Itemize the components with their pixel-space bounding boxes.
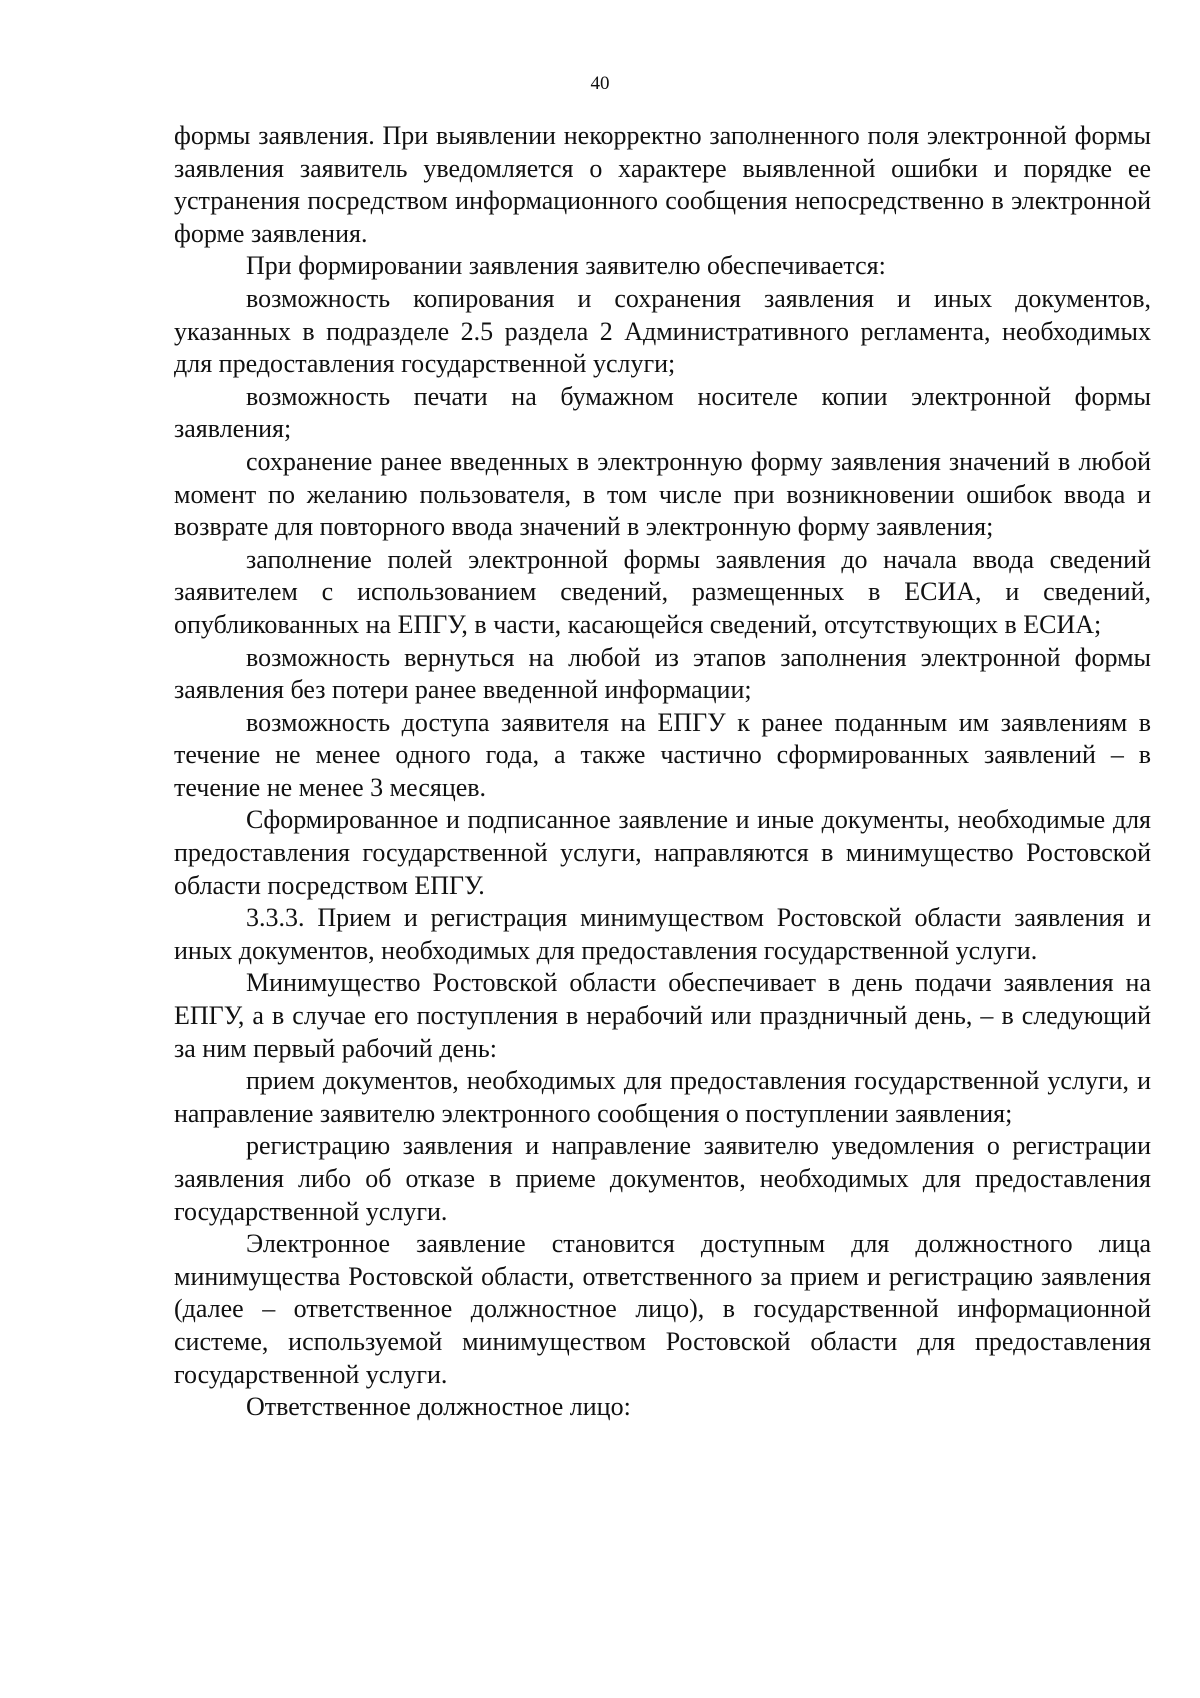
paragraph-electronic-availability: Электронное заявление становится доступным для должностного лица минимущества Ростовской области, ответственного за прием и регистрацию заявления (далее – ответственное должностное лицо), в государственной информационной системе, используемой минимуществом Ростовской области для предоставления государственной услуги. — [174, 1229, 1151, 1389]
paragraph-submission: Сформированное и подписанное заявление и иные документы, необходимые для предоставления государственной услуги, направляются в минимущество Ростовской области посредством ЕПГУ. — [174, 805, 1151, 900]
paragraph-form-provisions-intro: При формировании заявления заявителю обеспечивается: — [246, 251, 886, 281]
page-number: 40 — [590, 73, 610, 94]
paragraph-return-stages: возможность вернуться на любой из этапов заполнения электронной формы заявления без потери ранее введенной информации; — [174, 642, 1151, 705]
document-body — [174, 120, 1151, 1424]
paragraph-responsible-official: Ответственное должностное лицо: — [246, 1392, 631, 1422]
paragraph-access-applications: возможность доступа заявителя на ЕПГУ к ранее поданным им заявлениям в течение не менее одного года, а также частично сформированных заявлений – в течение не менее 3 месяцев. — [174, 707, 1151, 802]
paragraph-section-3-3-3: 3.3.3. Прием и регистрация минимуществом Ростовской области заявления и иных документов, необходимых для предоставления государственной услуги. — [174, 903, 1151, 965]
paragraph-save-values: сохранение ранее введенных в электронную форму заявления значений в любой момент по желанию пользователя, в том числе при возникновении ошибок ввода и возврате для повторного ввода значений в электронную форму заявления; — [174, 446, 1151, 542]
paragraph-ministry-provides: Минимущество Ростовской области обеспечивает в день подачи заявления на ЕПГУ, а в случае его поступления в нерабочий или праздничный день, – в следующий за ним первый рабочий день: — [174, 968, 1151, 1063]
paragraph-copy-save: возможность копирования и сохранения заявления и иных документов, указанных в подразделе 2.5 раздела 2 Административного регламента, необходимых для предоставления государственной услуги; — [174, 283, 1151, 379]
paragraph-form-errors: формы заявления. При выявлении некорректно заполненного поля электронной формы заявления заявитель уведомляется о характере выявленной ошибки и порядке ее устранения посредством информационного сообщения непосредственно в электронной форме заявления. — [174, 121, 1151, 248]
paragraph-registration: регистрацию заявления и направление заявителю уведомления о регистрации заявления либо об отказе в приеме документов, необходимых для предоставления государственной услуги. — [174, 1131, 1151, 1226]
paragraph-print: возможность печати на бумажном носителе копии электронной формы заявления; — [174, 381, 1151, 444]
paragraph-receipt: прием документов, необходимых для предоставления государственной услуги, и направление заявителю электронного сообщения о поступлении заявления; — [174, 1066, 1151, 1128]
paragraph-autofill: заполнение полей электронной формы заявления до начала ввода сведений заявителем с использованием сведений, размещенных в ЕСИА, и сведений, опубликованных на ЕПГУ, в части, касающейся сведений, отсутствующих в ЕСИА; — [174, 544, 1151, 639]
